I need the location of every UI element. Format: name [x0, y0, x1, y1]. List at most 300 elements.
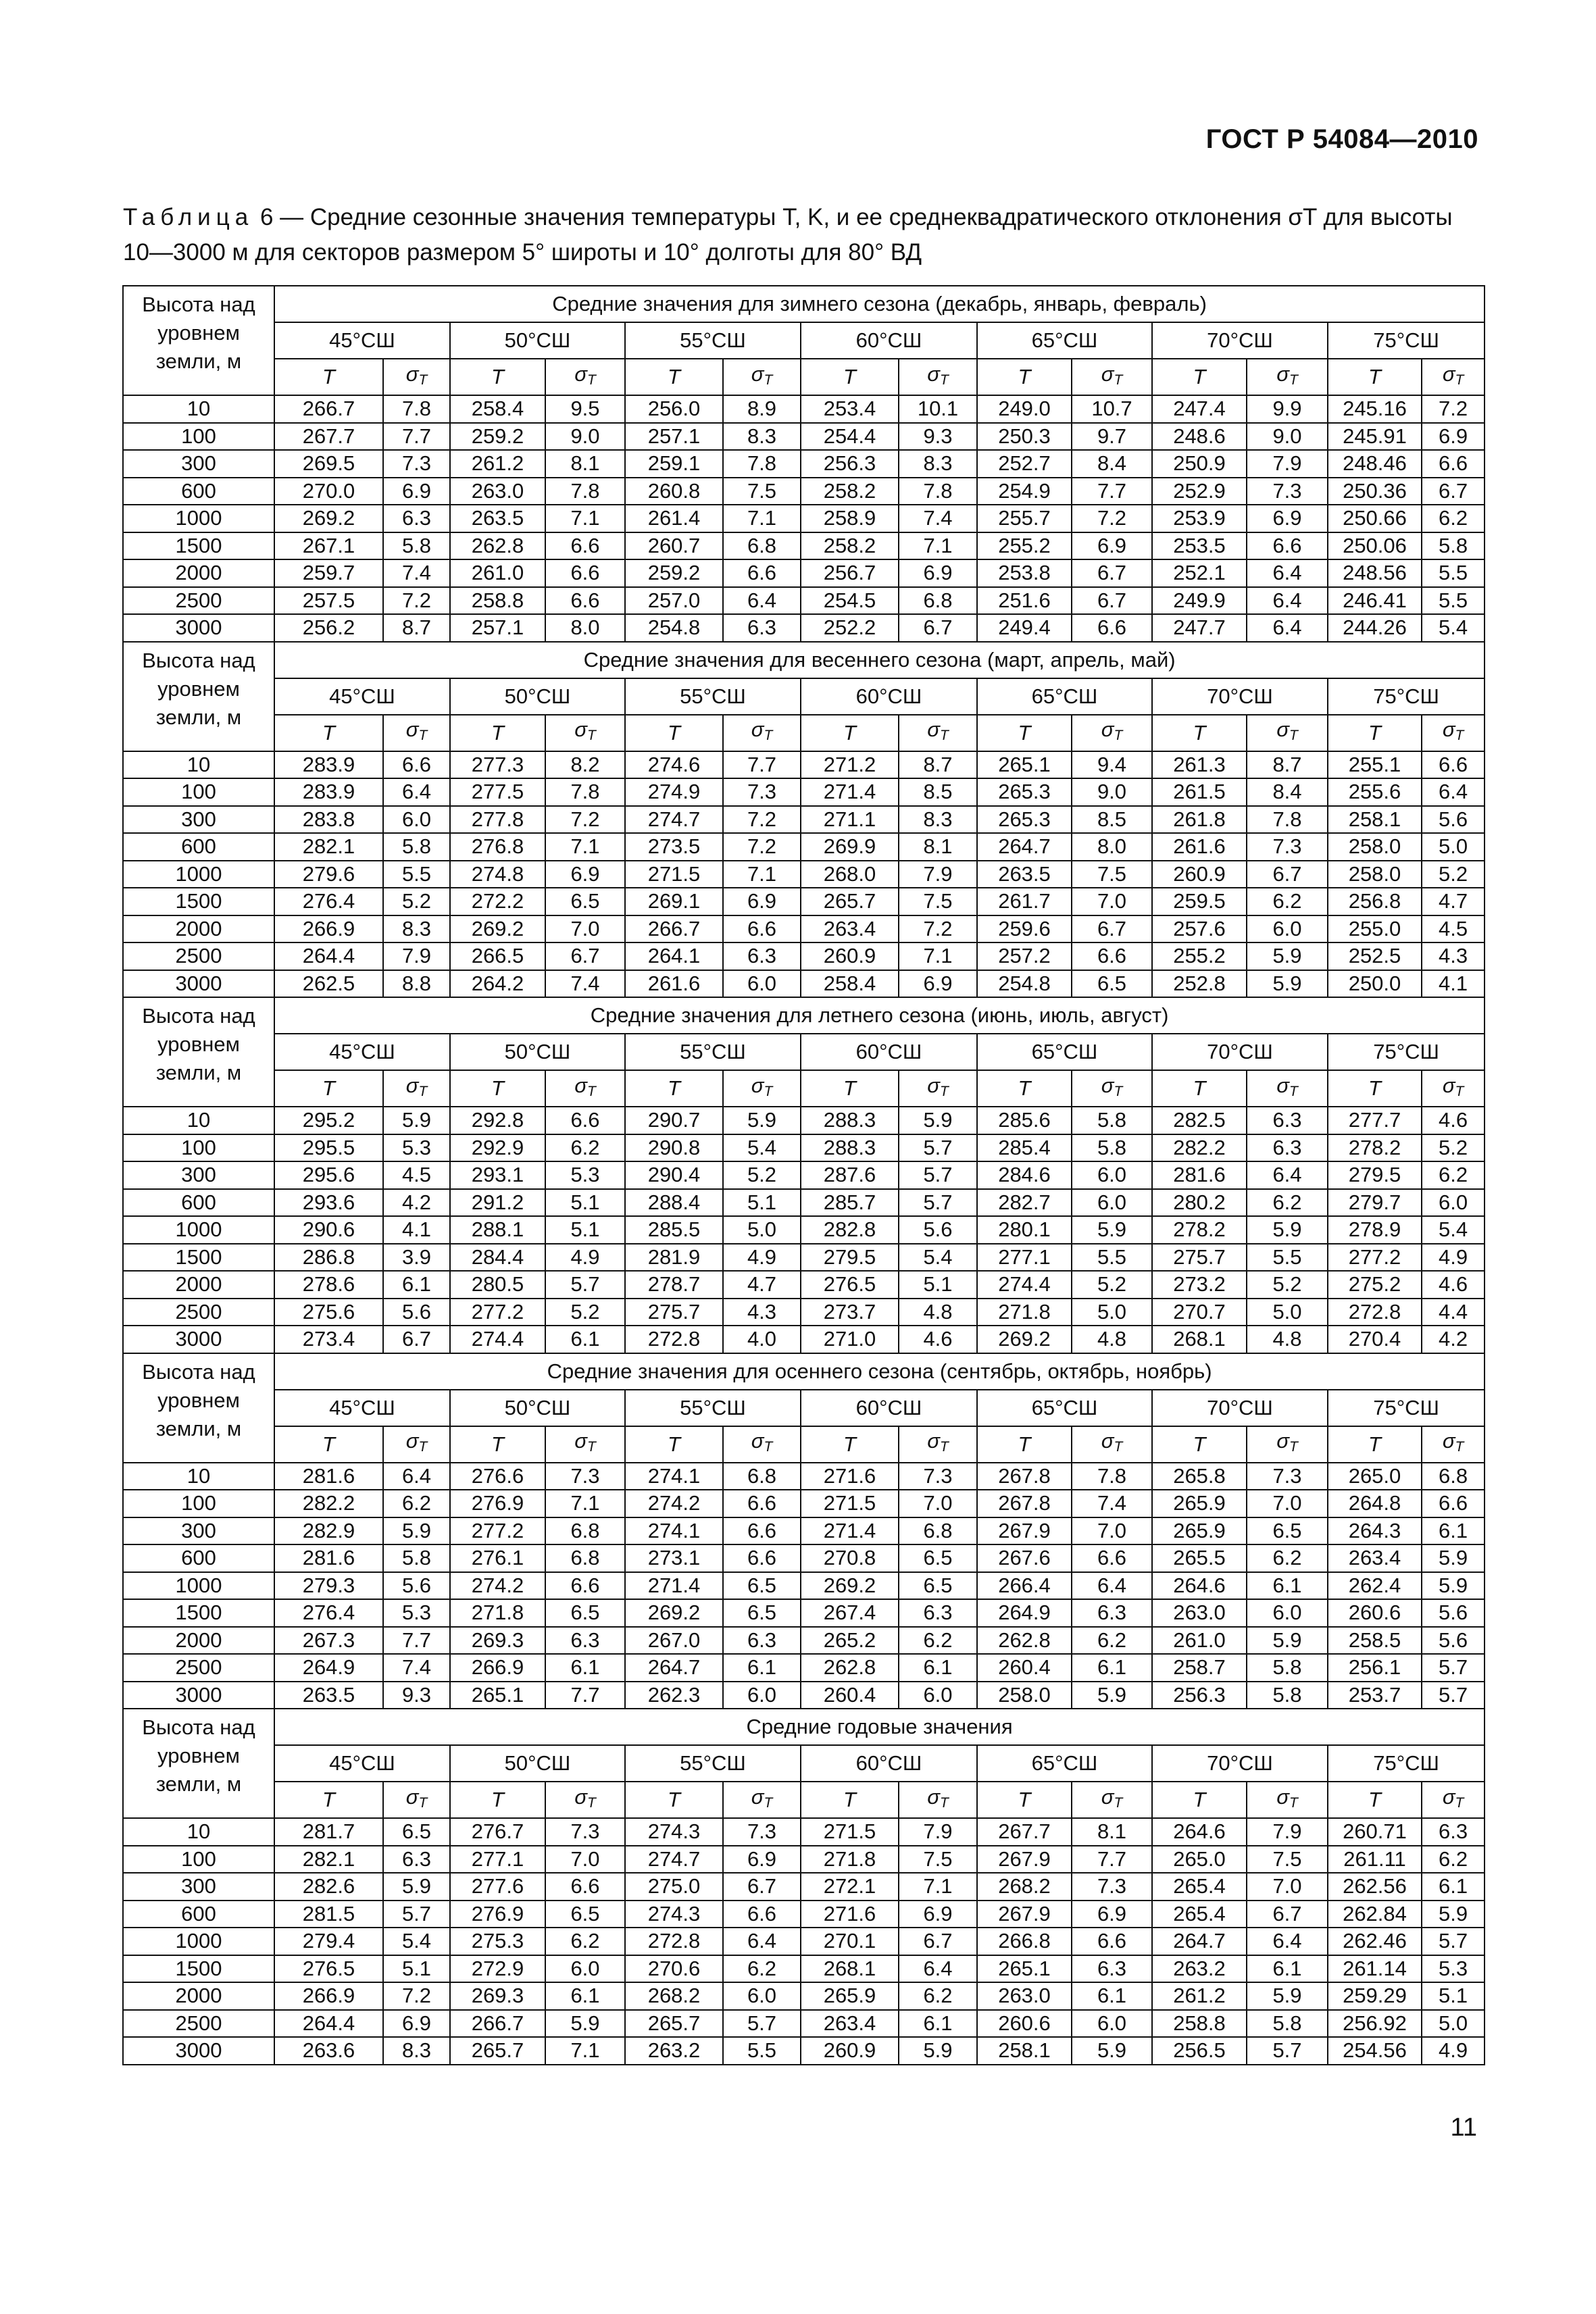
table-row: [123, 1599, 1485, 1627]
temperature-symbol: T: [1328, 1426, 1422, 1463]
sigma-cell: 4.5: [383, 1161, 450, 1189]
temperature-cell: 274.2: [450, 1572, 545, 1600]
temperature-cell: 265.9: [1152, 1490, 1247, 1517]
temperature-cell: 282.5: [1152, 1107, 1247, 1134]
sigma-cell: 6.9: [1422, 423, 1485, 451]
temperature-cell: 271.5: [801, 1490, 899, 1517]
temperature-cell: 265.7: [450, 2037, 545, 2065]
sigma-cell: 6.9: [383, 2010, 450, 2038]
sigma-symbol: [1247, 1782, 1328, 1818]
temperature-cell: 281.6: [274, 1544, 383, 1572]
temperature-cell: 256.0: [625, 395, 723, 423]
latitude-header: 65°СШ: [977, 322, 1152, 359]
temperature-cell: 274.4: [977, 1271, 1072, 1299]
temperature-cell: 254.9: [977, 478, 1072, 505]
sigma-cell: 6.0: [1072, 1189, 1152, 1217]
sigma-cell: 5.9: [545, 2010, 625, 2038]
sigma-cell: 5.2: [383, 888, 450, 915]
temperature-cell: 267.9: [977, 1846, 1072, 1873]
temperature-cell: 277.6: [450, 1873, 545, 1901]
table-row: [123, 587, 1485, 615]
sigma-cell: 5.7: [723, 2010, 801, 2038]
temperature-cell: 269.1: [625, 888, 723, 915]
temperature-cell: 293.6: [274, 1189, 383, 1217]
temperature-cell: 259.7: [274, 559, 383, 587]
sigma-cell: 5.8: [1072, 1134, 1152, 1162]
height-cell: 2500: [123, 1654, 274, 1682]
temperature-cell: 250.36: [1328, 478, 1422, 505]
sigma-cell: 7.7: [1072, 1846, 1152, 1873]
sigma-cell: 7.5: [899, 888, 977, 915]
temperature-cell: 261.8: [1152, 806, 1247, 834]
table-row: [123, 1627, 1485, 1655]
symbol-header-row: [123, 1426, 1485, 1463]
temperature-cell: 255.2: [977, 532, 1072, 560]
sigma-cell: 5.9: [1422, 1544, 1485, 1572]
sigma-cell: 5.5: [1422, 559, 1485, 587]
temperature-cell: 265.7: [801, 888, 899, 915]
sigma-cell: 7.7: [545, 1682, 625, 1709]
sigma-cell: 6.7: [1422, 478, 1485, 505]
sigma-subscript: T: [764, 372, 773, 388]
sigma-cell: 6.3: [383, 1846, 450, 1873]
sigma-subscript: T: [418, 728, 428, 743]
sigma-cell: 4.9: [545, 1244, 625, 1272]
temperature-cell: 263.5: [977, 861, 1072, 888]
sigma-cell: 6.1: [899, 1654, 977, 1682]
height-cell: 2000: [123, 1271, 274, 1299]
sigma-cell: 5.0: [1247, 1299, 1328, 1326]
temperature-symbol: T: [1328, 1782, 1422, 1818]
sigma-cell: 6.6: [1247, 532, 1328, 560]
sigma-cell: 6.0: [1072, 2010, 1152, 2038]
temperature-cell: 256.5: [1152, 2037, 1247, 2065]
height-column-header: Высота над уровнем земли, м: [123, 1353, 274, 1463]
temperature-cell: 261.7: [977, 888, 1072, 915]
symbol-header-row: [123, 1070, 1485, 1107]
table-caption: [123, 200, 1484, 270]
sigma-cell: 6.7: [899, 614, 977, 642]
latitude-header-row: [123, 1745, 1485, 1782]
latitude-header: 55°СШ: [625, 1034, 801, 1070]
sigma-cell: 8.3: [723, 423, 801, 451]
temperature-cell: 266.8: [977, 1928, 1072, 1955]
table-row: [123, 614, 1485, 642]
temperature-cell: 250.9: [1152, 450, 1247, 478]
sigma-cell: 4.6: [899, 1326, 977, 1353]
sigma-cell: 6.7: [1072, 587, 1152, 615]
sigma-cell: 5.7: [899, 1161, 977, 1189]
sigma-symbol: [383, 715, 450, 751]
sigma-cell: 5.2: [1072, 1271, 1152, 1299]
sigma-symbol: [1072, 1782, 1152, 1818]
sigma-cell: 6.9: [723, 888, 801, 915]
temperature-cell: 262.84: [1328, 1901, 1422, 1928]
sigma-subscript: T: [1455, 1083, 1464, 1099]
sigma-cell: 6.5: [545, 1599, 625, 1627]
sigma-symbol: [899, 1426, 977, 1463]
temperature-cell: 285.5: [625, 1216, 723, 1244]
sigma-cell: 7.9: [899, 861, 977, 888]
table-row: [123, 450, 1485, 478]
sigma-cell: 6.6: [723, 1517, 801, 1545]
sigma-symbol: [383, 1782, 450, 1818]
temperature-cell: 279.3: [274, 1572, 383, 1600]
sigma-cell: 7.7: [383, 1627, 450, 1655]
height-cell: 1500: [123, 1244, 274, 1272]
standard-number: ГОСТ Р 54084—2010: [1205, 124, 1478, 154]
sigma-cell: 6.3: [899, 1599, 977, 1627]
sigma-cell: 6.4: [1072, 1572, 1152, 1600]
sigma-cell: 6.1: [1422, 1873, 1485, 1901]
temperature-cell: 267.8: [977, 1490, 1072, 1517]
temperature-cell: 258.2: [801, 478, 899, 505]
temperature-cell: 258.8: [450, 587, 545, 615]
temperature-cell: 247.7: [1152, 614, 1247, 642]
sigma-cell: 4.9: [1422, 2037, 1485, 2065]
table-row: [123, 532, 1485, 560]
sigma-letter: σ: [405, 718, 419, 741]
sigma-letter: σ: [405, 1429, 419, 1453]
sigma-letter: σ: [1276, 1073, 1289, 1097]
temperature-cell: 261.11: [1328, 1846, 1422, 1873]
latitude-header: 55°СШ: [625, 322, 801, 359]
temperature-cell: 254.8: [977, 970, 1072, 998]
sigma-cell: 7.8: [1247, 806, 1328, 834]
sigma-cell: 7.3: [1247, 1463, 1328, 1490]
temperature-symbol: T: [1152, 1070, 1247, 1107]
temperature-cell: 258.8: [1152, 2010, 1247, 2038]
temperature-cell: 281.6: [274, 1463, 383, 1490]
temperature-cell: 267.7: [274, 423, 383, 451]
sigma-cell: 4.2: [1422, 1326, 1485, 1353]
sigma-cell: 5.3: [1422, 1955, 1485, 1983]
sigma-cell: 5.9: [899, 1107, 977, 1134]
temperature-cell: 278.2: [1152, 1216, 1247, 1244]
temperature-cell: 271.4: [801, 778, 899, 806]
temperature-symbol: T: [1152, 715, 1247, 751]
latitude-header: 60°СШ: [801, 1745, 977, 1782]
temperature-cell: 284.6: [977, 1161, 1072, 1189]
temperature-cell: 271.4: [625, 1572, 723, 1600]
temperature-symbol: T: [450, 1426, 545, 1463]
temperature-cell: 276.5: [801, 1271, 899, 1299]
temperature-cell: 250.06: [1328, 532, 1422, 560]
temperature-cell: 268.0: [801, 861, 899, 888]
sigma-cell: 5.6: [383, 1572, 450, 1600]
temperature-symbol: T: [977, 1070, 1072, 1107]
sigma-cell: 4.4: [1422, 1299, 1485, 1326]
sigma-cell: 8.7: [383, 614, 450, 642]
temperature-cell: 271.0: [801, 1326, 899, 1353]
temperature-cell: 250.66: [1328, 505, 1422, 532]
season-title: Средние годовые значения: [274, 1709, 1485, 1745]
sigma-cell: 5.7: [1247, 2037, 1328, 2065]
temperature-cell: 271.8: [801, 1846, 899, 1873]
temperature-cell: 253.5: [1152, 532, 1247, 560]
temperature-cell: 269.9: [801, 833, 899, 861]
temperature-cell: 264.2: [450, 970, 545, 998]
sigma-subscript: T: [418, 1439, 428, 1455]
temperature-cell: 264.9: [977, 1599, 1072, 1627]
sigma-cell: 6.2: [1247, 888, 1328, 915]
sigma-cell: 7.8: [545, 778, 625, 806]
sigma-symbol: [1422, 359, 1485, 395]
temperature-cell: 267.0: [625, 1627, 723, 1655]
sigma-cell: 7.9: [1247, 1818, 1328, 1846]
sigma-cell: 4.6: [1422, 1107, 1485, 1134]
sigma-cell: 5.4: [899, 1244, 977, 1272]
temperature-cell: 275.6: [274, 1299, 383, 1326]
temperature-cell: 271.1: [801, 806, 899, 834]
temperature-cell: 270.7: [1152, 1299, 1247, 1326]
temperature-cell: 274.2: [625, 1490, 723, 1517]
sigma-cell: 7.1: [899, 1873, 977, 1901]
temperature-cell: 268.1: [801, 1955, 899, 1983]
sigma-letter: σ: [1101, 1784, 1114, 1809]
temperature-cell: 271.6: [801, 1463, 899, 1490]
sigma-letter: σ: [1101, 1073, 1114, 1097]
temperature-cell: 254.5: [801, 587, 899, 615]
table-row: [123, 1928, 1485, 1955]
sigma-cell: 5.7: [383, 1901, 450, 1928]
sigma-symbol: [545, 715, 625, 751]
height-cell: 600: [123, 833, 274, 861]
sigma-cell: 6.0: [1422, 1189, 1485, 1217]
sigma-cell: 6.6: [545, 559, 625, 587]
height-cell: 1500: [123, 532, 274, 560]
sigma-cell: 7.2: [1422, 395, 1485, 423]
temperature-cell: 274.7: [625, 1846, 723, 1873]
sigma-subscript: T: [418, 1794, 428, 1811]
temperature-cell: 292.8: [450, 1107, 545, 1134]
height-cell: 10: [123, 1818, 274, 1846]
temperature-cell: 271.8: [977, 1299, 1072, 1326]
latitude-header-row: [123, 322, 1485, 359]
temperature-cell: 270.8: [801, 1544, 899, 1572]
temperature-cell: 261.2: [450, 450, 545, 478]
height-cell: 3000: [123, 1326, 274, 1353]
temperature-cell: 262.4: [1328, 1572, 1422, 1600]
sigma-cell: 6.1: [545, 1326, 625, 1353]
temperature-cell: 276.5: [274, 1955, 383, 1983]
sigma-subscript: T: [1114, 1794, 1123, 1811]
table-row: [123, 505, 1485, 532]
height-cell: 100: [123, 1846, 274, 1873]
temperature-symbol: T: [801, 1782, 899, 1818]
temperature-cell: 282.2: [1152, 1134, 1247, 1162]
temperature-cell: 295.5: [274, 1134, 383, 1162]
temperature-cell: 257.2: [977, 942, 1072, 970]
season-header-row: [123, 1709, 1485, 1745]
temperature-cell: 258.0: [1328, 833, 1422, 861]
sigma-cell: 6.1: [383, 1271, 450, 1299]
sigma-cell: 6.5: [545, 888, 625, 915]
temperature-cell: 272.1: [801, 1873, 899, 1901]
temperature-cell: 282.8: [801, 1216, 899, 1244]
temperature-cell: 276.4: [274, 888, 383, 915]
sigma-cell: 7.0: [1247, 1490, 1328, 1517]
temperature-cell: 271.5: [625, 861, 723, 888]
sigma-cell: 6.6: [723, 1901, 801, 1928]
temperature-cell: 264.4: [274, 2010, 383, 2038]
temperature-cell: 279.7: [1328, 1189, 1422, 1217]
temperature-cell: 245.91: [1328, 423, 1422, 451]
sigma-cell: 6.4: [1247, 1161, 1328, 1189]
sigma-cell: 6.0: [1247, 915, 1328, 943]
sigma-letter: σ: [927, 718, 940, 741]
temperature-cell: 274.4: [450, 1326, 545, 1353]
sigma-cell: 7.2: [723, 833, 801, 861]
sigma-cell: 8.9: [723, 395, 801, 423]
latitude-header: 45°СШ: [274, 322, 450, 359]
sigma-cell: 5.7: [545, 1271, 625, 1299]
sigma-cell: 5.1: [723, 1189, 801, 1217]
sigma-subscript: T: [939, 1083, 949, 1099]
sigma-cell: 5.9: [1422, 1901, 1485, 1928]
temperature-cell: 273.2: [1152, 1271, 1247, 1299]
temperature-cell: 263.0: [450, 478, 545, 505]
sigma-cell: 8.4: [1072, 450, 1152, 478]
table-row: [123, 1682, 1485, 1709]
temperature-cell: 288.1: [450, 1216, 545, 1244]
height-cell: 1500: [123, 888, 274, 915]
sigma-cell: 5.8: [383, 532, 450, 560]
table-row: [123, 1216, 1485, 1244]
temperature-cell: 277.1: [450, 1846, 545, 1873]
sigma-cell: 7.1: [545, 1490, 625, 1517]
sigma-cell: 6.3: [723, 1627, 801, 1655]
temperature-cell: 280.5: [450, 1271, 545, 1299]
temperature-cell: 248.56: [1328, 559, 1422, 587]
temperature-symbol: T: [625, 1782, 723, 1818]
height-cell: 300: [123, 1161, 274, 1189]
sigma-letter: σ: [574, 1073, 587, 1097]
temperature-table: [122, 285, 1485, 2065]
sigma-cell: 6.5: [1072, 970, 1152, 998]
temperature-cell: 266.7: [450, 2010, 545, 2038]
sigma-cell: 4.2: [383, 1189, 450, 1217]
temperature-cell: 248.46: [1328, 450, 1422, 478]
sigma-cell: 9.0: [1247, 423, 1328, 451]
sigma-cell: 7.8: [383, 395, 450, 423]
sigma-letter: σ: [1276, 1429, 1289, 1453]
temperature-cell: 264.6: [1152, 1818, 1247, 1846]
temperature-cell: 276.7: [450, 1818, 545, 1846]
sigma-cell: 7.3: [1247, 478, 1328, 505]
sigma-cell: 6.4: [723, 1928, 801, 1955]
temperature-cell: 252.8: [1152, 970, 1247, 998]
latitude-header-row: [123, 678, 1485, 715]
temperature-cell: 258.0: [1328, 861, 1422, 888]
temperature-cell: 263.6: [274, 2037, 383, 2065]
temperature-cell: 263.0: [977, 1982, 1072, 2010]
temperature-cell: 256.8: [1328, 888, 1422, 915]
temperature-cell: 263.5: [450, 505, 545, 532]
temperature-cell: 264.8: [1328, 1490, 1422, 1517]
sigma-cell: 6.3: [1072, 1955, 1152, 1983]
temperature-cell: 260.9: [1152, 861, 1247, 888]
sigma-cell: 6.0: [1072, 1161, 1152, 1189]
table-row: [123, 1107, 1485, 1134]
temperature-cell: 290.7: [625, 1107, 723, 1134]
sigma-cell: 6.4: [383, 778, 450, 806]
sigma-cell: 6.4: [723, 587, 801, 615]
temperature-cell: 262.46: [1328, 1928, 1422, 1955]
sigma-cell: 6.3: [1247, 1107, 1328, 1134]
temperature-cell: 263.2: [1152, 1955, 1247, 1983]
sigma-cell: 6.6: [1422, 751, 1485, 779]
sigma-cell: 5.7: [1422, 1654, 1485, 1682]
sigma-cell: 8.7: [899, 751, 977, 779]
table-row: [123, 751, 1485, 779]
sigma-cell: 6.7: [723, 1873, 801, 1901]
sigma-cell: 5.7: [899, 1134, 977, 1162]
temperature-cell: 274.3: [625, 1818, 723, 1846]
page-number: 11: [1450, 2113, 1477, 2142]
sigma-cell: 4.7: [1422, 888, 1485, 915]
latitude-header: 50°СШ: [450, 678, 625, 715]
sigma-cell: 6.1: [1247, 1572, 1328, 1600]
sigma-cell: 6.8: [899, 1517, 977, 1545]
sigma-cell: 5.9: [1247, 942, 1328, 970]
sigma-cell: 6.0: [899, 1682, 977, 1709]
height-column-header: Высота над уровнем земли, м: [123, 642, 274, 751]
sigma-cell: 6.6: [1072, 614, 1152, 642]
table-row: [123, 423, 1485, 451]
sigma-cell: 5.1: [1422, 1982, 1485, 2010]
sigma-cell: 8.1: [899, 833, 977, 861]
sigma-cell: 6.1: [1072, 1982, 1152, 2010]
sigma-cell: 7.0: [1247, 1873, 1328, 1901]
season-title: Средние значения для зимнего сезона (декабрь, январь, февраль): [274, 286, 1485, 322]
temperature-symbol: T: [1328, 359, 1422, 395]
sigma-letter: σ: [1442, 1073, 1455, 1097]
temperature-cell: 266.5: [450, 942, 545, 970]
season-title: Средние значения для летнего сезона (июнь, июль, август): [274, 997, 1485, 1034]
temperature-cell: 288.3: [801, 1107, 899, 1134]
sigma-cell: 9.3: [383, 1682, 450, 1709]
temperature-cell: 264.7: [1152, 1928, 1247, 1955]
sigma-cell: 6.4: [1247, 1928, 1328, 1955]
temperature-cell: 261.6: [625, 970, 723, 998]
latitude-header: 65°СШ: [977, 1745, 1152, 1782]
height-cell: 10: [123, 751, 274, 779]
temperature-cell: 257.6: [1152, 915, 1247, 943]
sigma-cell: 7.0: [899, 1490, 977, 1517]
sigma-cell: 6.3: [1247, 1134, 1328, 1162]
sigma-cell: 5.7: [1422, 1682, 1485, 1709]
sigma-cell: 6.6: [1072, 942, 1152, 970]
sigma-symbol: [545, 1782, 625, 1818]
sigma-cell: 6.5: [383, 1818, 450, 1846]
temperature-cell: 268.1: [1152, 1326, 1247, 1353]
temperature-cell: 281.9: [625, 1244, 723, 1272]
table-row: [123, 1873, 1485, 1901]
temperature-symbol: T: [274, 1782, 383, 1818]
sigma-cell: 7.3: [545, 1463, 625, 1490]
sigma-cell: 7.5: [723, 478, 801, 505]
temperature-cell: 262.5: [274, 970, 383, 998]
sigma-cell: 6.2: [545, 1134, 625, 1162]
temperature-cell: 281.5: [274, 1901, 383, 1928]
temperature-cell: 283.9: [274, 778, 383, 806]
temperature-symbol: T: [274, 715, 383, 751]
sigma-letter: σ: [751, 1429, 764, 1453]
temperature-symbol: T: [801, 1426, 899, 1463]
sigma-cell: 7.2: [723, 806, 801, 834]
sigma-letter: σ: [1442, 1429, 1455, 1453]
